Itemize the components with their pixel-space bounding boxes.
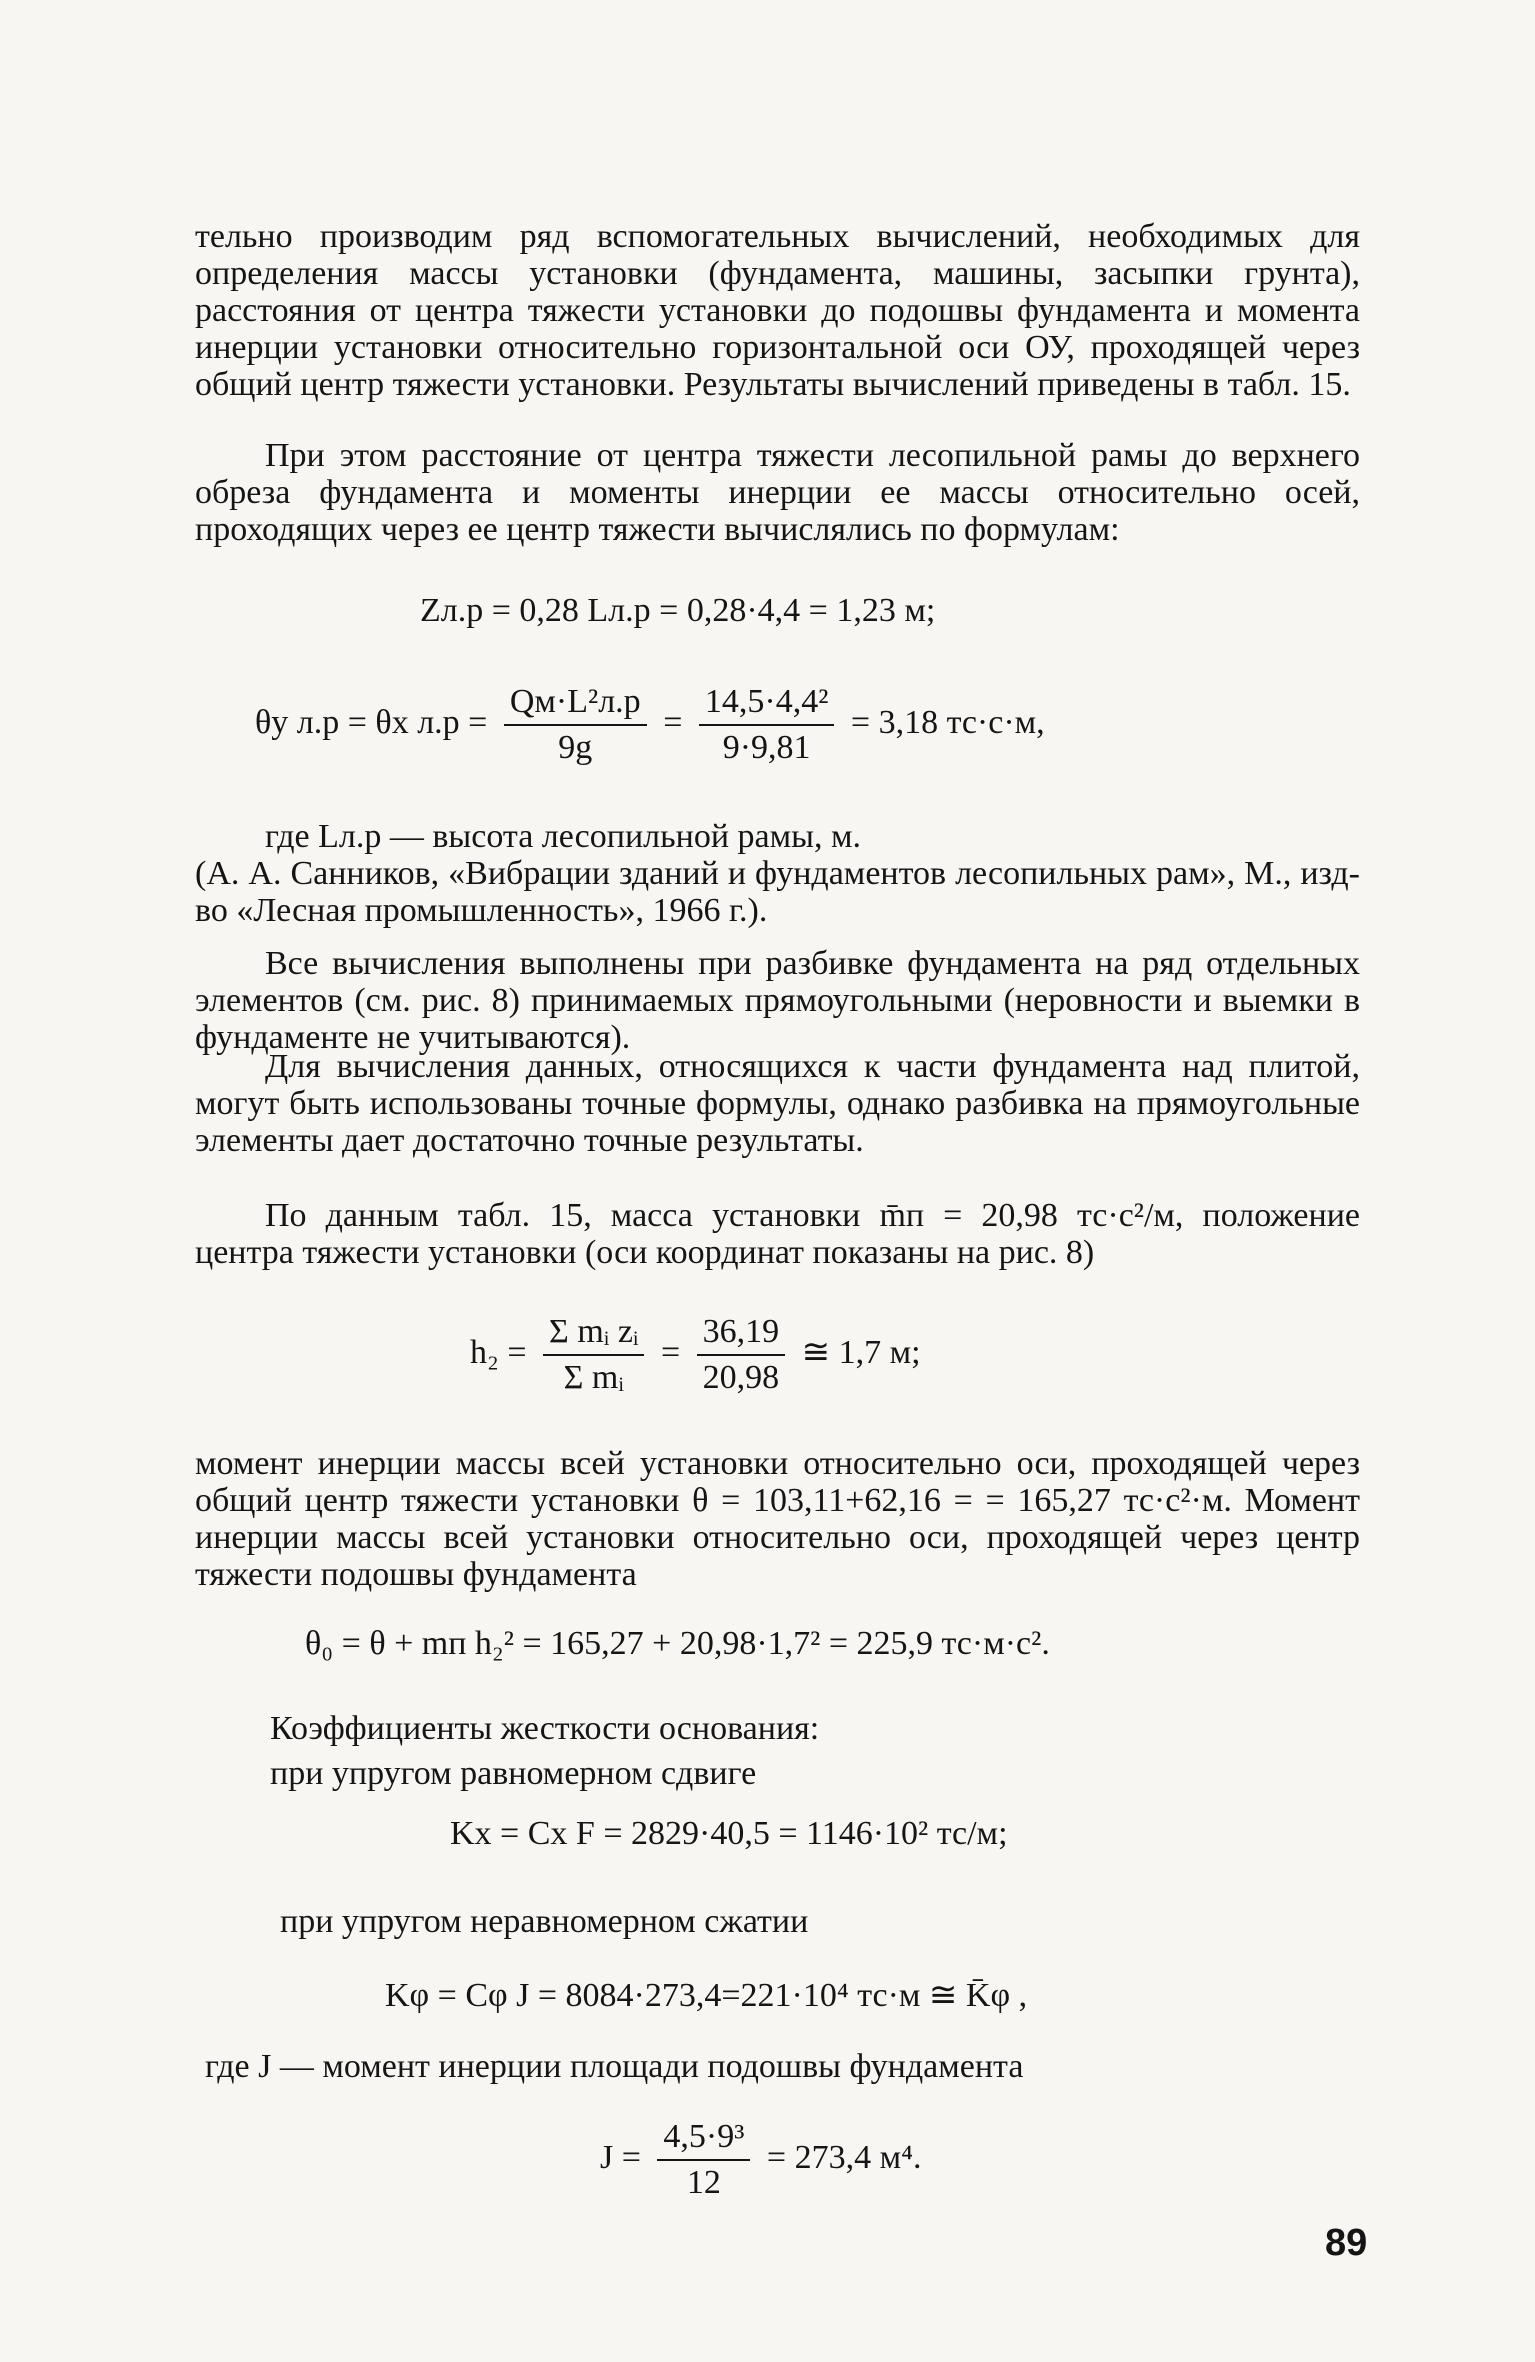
formula-h2-rhs: ≅ 1,7 м; <box>801 1333 921 1371</box>
formula-j-frame <box>600 2115 921 2205</box>
paragraph-6-block <box>195 1445 1360 1593</box>
formula-kx: Kx = Cx F = 2829·40,5 = 1146·10² тс/м; <box>450 1815 1008 1852</box>
fraction-3-numerator: Σ mᵢ zᵢ <box>543 1310 644 1356</box>
fraction-1 <box>504 680 647 770</box>
formula-theta-lhs: θy л.р = θx л.р = <box>255 703 488 741</box>
citation: (А. А. Санников, «Вибрации зданий и фундаментов лесопильных рам», М., изд-во «Лесная промышленность», 1966 г.). <box>195 855 1360 929</box>
paragraph-6: момент инерции массы всей установки относительно оси, проходящей через общий центр тяжести установки θ = 103,11+62,16 = = 165,27 тс·с²·м. Момент инерции массы всей установки относительно оси, проходящей через центр тяжести подошвы фундамента <box>195 1445 1360 1593</box>
shift-label: при упругом равномерном сдвиге <box>270 1755 757 1792</box>
page-number: 89 <box>1325 2222 1368 2264</box>
where-j: где J — момент инерции площади подошвы фундамента <box>205 2048 1024 2085</box>
formula-kx-frame <box>450 1815 1008 1853</box>
paragraph-3: Все вычисления выполнены при разбивке фундамента на ряд отдельных элементов (см. рис. 8) принимаемых прямоугольными (неровности и выемки в фундаменте не учитываются). <box>195 945 1360 1056</box>
formula-h2-lhs: h₂ = <box>470 1333 527 1371</box>
compress-line-frame <box>280 1903 808 1941</box>
paragraph-4: Для вычисления данных, относящихся к части фундамента над плитой, могут быть использованы точные формулы, однако разбивка на прямоугольные элементы дает достаточно точные результаты. <box>195 1048 1360 1159</box>
fraction-4 <box>697 1310 786 1400</box>
paragraph-2-block <box>195 437 1360 548</box>
where-j-frame <box>205 2048 1023 2086</box>
fraction-3-denominator: Σ mᵢ <box>563 1359 624 1396</box>
formula-z-frame <box>420 592 935 630</box>
formula-theta0: θ₀ = θ + mп h₂² = 165,27 + 20,98·1,7² = 225,9 тс·м·с². <box>305 1625 1050 1662</box>
formula-theta0-frame <box>305 1625 1050 1663</box>
paragraph-5: По данным табл. 15, масса установки m̄п = 20,98 тс·с²/м, положение центра тяжести установки (оси координат показаны на рис. 8) <box>195 1197 1360 1271</box>
formula-h2-eq: = <box>660 1333 681 1371</box>
formula-j-lhs: J = <box>600 2138 641 2176</box>
where-block <box>195 818 1360 929</box>
formula-kphi: Kφ = Cφ J = 8084·273,4=221·10⁴ тс·м ≅ K̄φ , <box>385 1977 1028 2014</box>
formula-z: Zл.р = 0,28 Lл.р = 0,28·4,4 = 1,23 м; <box>420 592 936 629</box>
paragraph-3-block <box>195 945 1360 1056</box>
fraction-2-denominator: 9·9,81 <box>722 729 811 766</box>
fraction-2 <box>699 680 835 770</box>
formula-theta-frame <box>255 680 1045 770</box>
fraction-1-denominator: 9g <box>558 729 593 766</box>
compress-label: при упругом неравномерном сжатии <box>280 1903 809 1940</box>
fraction-4-denominator: 20,98 <box>702 1359 780 1396</box>
shift-line-frame <box>270 1755 756 1793</box>
fraction-5-numerator: 4,5·9³ <box>657 2115 750 2161</box>
fraction-4-numerator: 36,19 <box>697 1310 786 1356</box>
fraction-5 <box>657 2115 750 2205</box>
fraction-3 <box>543 1310 644 1400</box>
formula-theta-eq: = <box>663 703 683 741</box>
paragraph-1-block <box>195 218 1360 403</box>
where-height: где Lл.р — высота лесопильной рамы, м. <box>265 818 861 855</box>
paragraph-1: тельно производим ряд вспомогательных вычислений, необходимых для определения массы установки (фундамента, машины, засыпки грунта), расстояния от центра тяжести установки до подошвы фундамента и момента инерции установки относительно горизонтальной оси ОУ, проходящей через общий центр тяжести установки. Результаты вычислений приведены в табл. 15. <box>195 218 1360 403</box>
formula-h2-frame <box>470 1310 921 1400</box>
formula-theta-rhs: = 3,18 тс·с·м, <box>850 703 1045 741</box>
formula-j-rhs: = 273,4 м⁴. <box>766 2138 922 2176</box>
paragraph-5-block <box>195 1197 1360 1271</box>
fraction-2-numerator: 14,5·4,4² <box>699 680 835 726</box>
fraction-5-denominator: 12 <box>686 2164 721 2201</box>
fraction-1-numerator: Qм·L²л.р <box>504 680 647 726</box>
formula-kphi-frame <box>385 1975 1027 2015</box>
coef-heading: Коэффициенты жесткости основания: <box>270 1710 820 1747</box>
coef-line-frame <box>270 1710 819 1748</box>
paragraph-2: При этом расстояние от центра тяжести лесопильной рамы до верхнего обреза фундамента и моменты инерции ее массы относительно осей, проходящих через ее центр тяжести вычислялись по формулам: <box>195 437 1360 548</box>
paragraph-4-block <box>195 1048 1360 1159</box>
